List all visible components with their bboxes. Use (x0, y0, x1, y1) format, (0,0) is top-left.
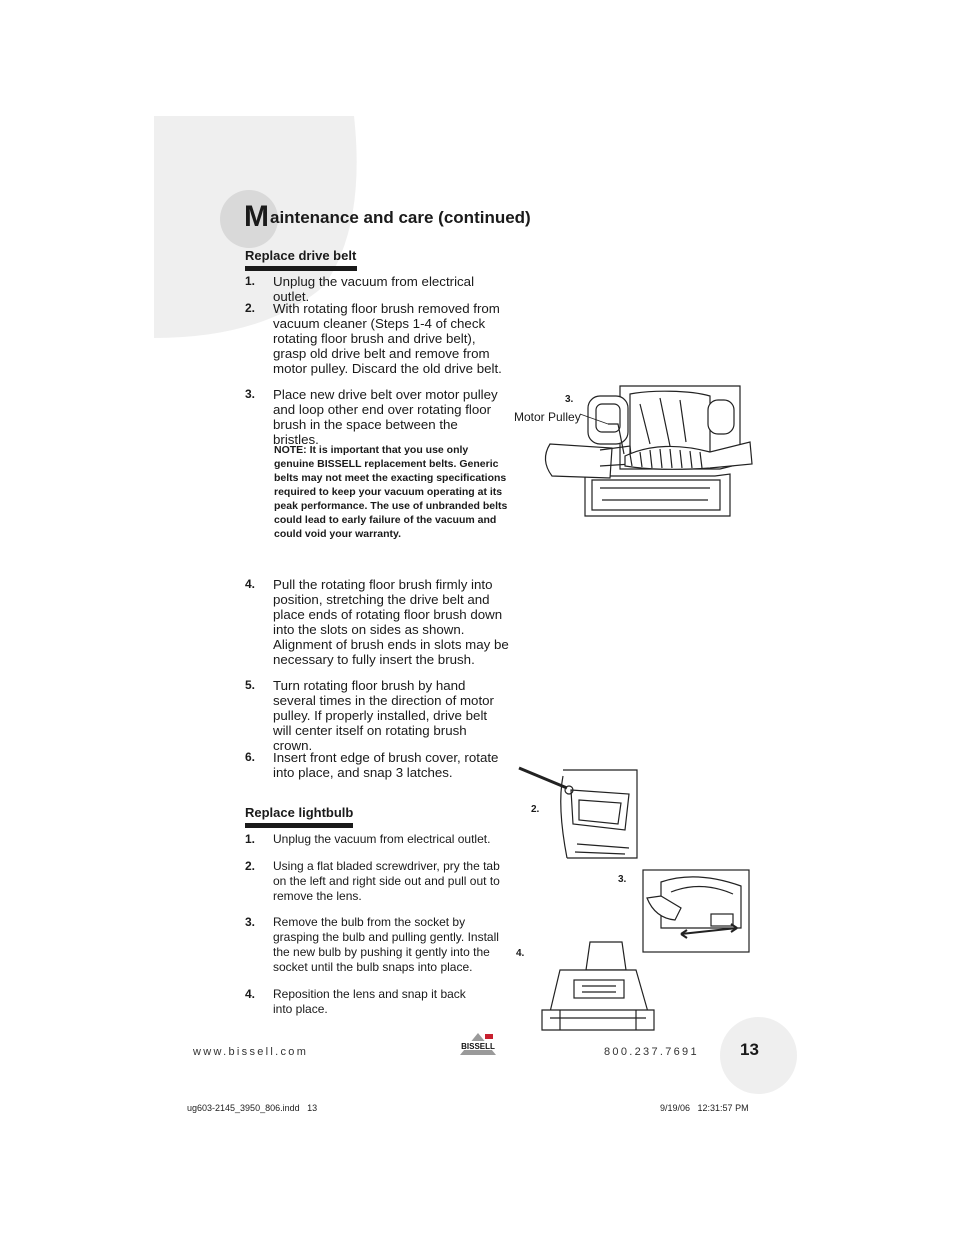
step-number: 1. (245, 832, 256, 846)
figure-label: 4. (516, 948, 525, 959)
step-text: Insert front edge of brush cover, rotate into place, and snap 3 latches. (273, 750, 499, 780)
belt-note: NOTE: It is important that you use only genuine BISSELL replacement belts. Generic belts may not meet the exacting specifications required to keep your vacuum operating at its peak performance. The use of unbranded belts could lead to early failure of the vacuum and could void your warranty. (274, 444, 508, 540)
slug-timestamp: 9/19/06 12:31:57 PM (660, 1103, 749, 1113)
section-heading-lightbulb: Replace lightbulb (245, 805, 354, 820)
page-number: 13 (740, 1040, 759, 1059)
step-text: Remove the bulb from the socket by grasping the bulb and pulling gently. Install the new bulb by pushing it gently into the socket until the bulb snaps into place. (273, 915, 499, 974)
section-heading-drive-belt: Replace drive belt (245, 248, 357, 263)
step-number: 4. (245, 987, 256, 1001)
drive-belt-illustration (540, 384, 755, 526)
figure-label: 3. (565, 394, 574, 405)
lens-reinstall-illustration (540, 940, 656, 1032)
step-text: Using a flat bladed screwdriver, pry the tab on the left and right side out and pull out to remove the lens. (273, 859, 500, 903)
bulb-socket-illustration (641, 868, 751, 954)
section-rule (245, 266, 357, 271)
logo-wordmark: BISSELL (461, 1042, 495, 1051)
step-number: 2. (245, 859, 256, 873)
lens-removal-illustration (517, 766, 639, 860)
step-number: 5. (245, 678, 256, 692)
footer-phone: 800.237.7691 (604, 1046, 699, 1058)
step-text: Reposition the lens and snap it back into place. (273, 987, 466, 1016)
motor-pulley-callout: Motor Pulley (514, 410, 581, 424)
step-text: Turn rotating floor brush by hand several times in the direction of motor pulley. If properly installed, drive belt will center itself on rotating brush crown. (273, 678, 494, 753)
step-text: Place new drive belt over motor pulley and loop other end over rotating floor brush in the space between the bristles. (273, 387, 498, 447)
step-text: Pull the rotating floor brush firmly into position, stretching the drive belt and place ends of rotating floor brush down into the slots on sides as shown. Alignment of brush ends in slots may be necessary to fully insert the brush. (273, 577, 509, 667)
step-number: 1. (245, 274, 256, 288)
step-text: With rotating floor brush removed from vacuum cleaner (Steps 1-4 of check rotating floor brush and drive belt), grasp old drive belt and remove from motor pulley. Discard the old drive belt. (273, 301, 502, 376)
footer-website: www.bissell.com (193, 1046, 309, 1058)
section-rule (245, 823, 353, 828)
step-text: Unplug the vacuum from electrical outlet. (273, 274, 475, 304)
title-initial: M (244, 200, 269, 233)
slug-filename: ug603-2145_3950_806.indd 13 (187, 1103, 318, 1113)
step-text: Unplug the vacuum from electrical outlet. (273, 832, 491, 846)
title-rest: aintenance and care (continued) (270, 208, 531, 227)
page-title (244, 200, 531, 234)
step-number: 3. (245, 387, 256, 401)
step-number: 2. (245, 301, 256, 315)
step-number: 3. (245, 915, 256, 929)
bissell-logo (459, 1031, 497, 1057)
step-number: 6. (245, 750, 256, 764)
figure-label: 2. (531, 804, 540, 815)
step-number: 4. (245, 577, 256, 591)
figure-label: 3. (618, 874, 627, 885)
